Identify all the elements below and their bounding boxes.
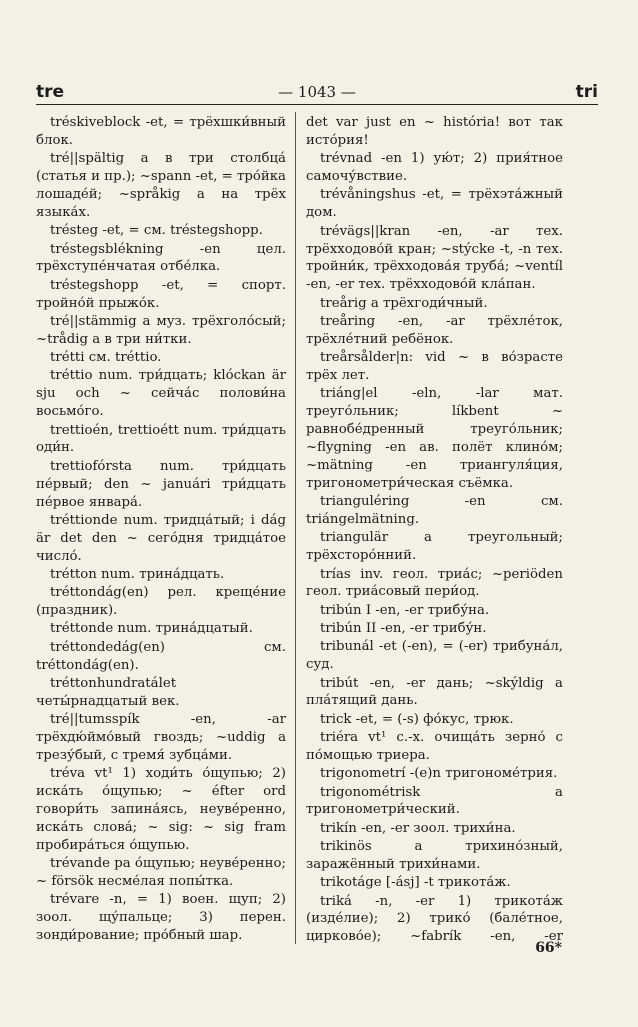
- dictionary-entry: trévnad -en 1) ую́т; 2) прия́тное самочу́вствие.: [306, 151, 563, 185]
- dictionary-entry: tré||spältig a в три столбца́ (статья и пр.); ~spann -et, = тро́йка лошаде́й; ~språkig a на трёх языка́х.: [36, 151, 286, 220]
- dictionary-entry: trianguléring -en см. triángelmätning.: [306, 494, 563, 528]
- dictionary-entry: treårsålder|n: vid ~ в во́зрасте трёх лет.: [306, 350, 563, 384]
- column-divider: [295, 112, 296, 944]
- running-headword-left: tre: [36, 82, 65, 102]
- page-number: — 1043 —: [278, 83, 356, 101]
- dictionary-entry: trick -et, = (-s) фо́кус, трюк.: [320, 711, 514, 727]
- dictionary-entry: trévåningshus -et, = трёхэта́жный дом.: [306, 187, 563, 221]
- dictionary-entry: treårig a трёхгоди́чный.: [320, 295, 488, 311]
- dictionary-entry: tréttondedág(en) см. tréttondág(en).: [36, 639, 286, 673]
- dictionary-entry: tréttonde num. трина́дцатый.: [50, 621, 253, 637]
- signature-mark: 66*: [535, 940, 562, 956]
- dictionary-entry: trikinös a трихино́зный, заражённый трихи́нами.: [306, 839, 563, 872]
- dictionary-entry: trévare -n, = 1) воен. щуп; 2) зоол. щу́пальце; 3) перен. зонди́рование; про́бный шар.: [36, 892, 286, 944]
- dictionary-entry: trévägs||kran -en, -ar тех. трёхходово́й кран; ~stýcke -t, -n тех. тройни́к, трёхходова́я труба́; ~ventíl -en, -er тех. трёхходово́й кла́пан.: [306, 223, 563, 293]
- dictionary-entry: tribút -en, -er дань; ~skýldig a пла́тящий дань.: [306, 675, 563, 709]
- dictionary-entry: tréttionde num. тридца́тый; i dág är det den ~ сего́дня тридца́тое число́.: [36, 512, 286, 564]
- dictionary-entry: triangulär a треугольный; трёхсторо́нний.: [306, 530, 563, 564]
- dictionary-entry: trévande pa о́щупью; неуве́ренно; ~ försök несме́лая попы́тка.: [36, 856, 286, 890]
- dictionary-entry: trikotáge [-ásj] -t трикота́ж.: [320, 875, 511, 891]
- dictionary-entry: tribún I -en, -er трибу́на.: [320, 602, 490, 618]
- dictionary-entry: tréttonhundratálet четы́рнадцатый век.: [36, 675, 180, 709]
- page-header: [36, 80, 598, 105]
- dictionary-entry: trettioén, trettioétt num. три́дцать оди́н.: [36, 422, 286, 456]
- dictionary-entry: tré||tumsspík -en, -ar трёхдю́ймо́вый гвоздь; ~uddig a трезу́бый, с тремя́ зубца́ми.: [36, 712, 286, 763]
- dictionary-entry: tribún II -en, -er трибу́н.: [320, 621, 487, 637]
- running-headword-right: tri: [575, 82, 598, 102]
- dictionary-entry: trikín -en, -er зоол. трихи́на.: [320, 820, 516, 836]
- left-column: [36, 114, 286, 944]
- dictionary-entry: trettiofórsta num. три́дцать пе́рвый; den ~ januári три́дцать пе́рвое январа́.: [36, 458, 286, 510]
- dictionary-entry: trías inv. геол. триа́с; ~periöden геол. триа́совый пери́од.: [306, 566, 563, 600]
- right-column: [306, 114, 563, 944]
- dictionary-entry: trétton num. трина́дцать.: [50, 566, 225, 582]
- dictionary-entry: trigonometrí -(e)n тригономе́трия.: [320, 766, 558, 782]
- dictionary-entry: tré||stämmig a муз. трёхголо́сый; ~trådig a в три ни́тки.: [36, 313, 286, 347]
- dictionary-entry: triéra vt¹ с.-х. очища́ть зерно́ с по́мощью триера.: [306, 730, 563, 763]
- dictionary-entry: tréskiveblock -et, = трёхшки́вный блок.: [36, 115, 286, 148]
- dictionary-entry: trésteg -et, = см. tréstegshopp.: [50, 223, 263, 239]
- dictionary-entry: tréttondág(en) рел. креще́ние (праздник).: [36, 585, 286, 619]
- dictionary-entry: triáng|el -eln, -lar мат. треуго́льник; líkbent ~ равнобе́дренный треуго́льник; ~flygning -en ав. полёт клино́м; ~mätning -en триангуля́ция, тригонометри́ческая съёмка.: [306, 386, 563, 491]
- dictionary-entry: treåring -en, -ar трёхле́ток, трёхле́тний ребёнок.: [306, 313, 563, 347]
- dictionary-entry: tréstegshopp -et, = спорт. тройно́й прыжо́к.: [36, 277, 286, 311]
- dictionary-entry: tréva vt¹ 1) ходи́ть о́щупью; 2) иска́ть о́щупью; ~ éfter ord говори́ть запина́ясь, неуве́ренно, иска́ть слова́; ~ sig: ~ sig fram пробира́ться о́щупью.: [36, 766, 286, 853]
- dictionary-entry: tréstegsblékning -en цел. трёхступе́нчатая отбе́лка.: [36, 241, 286, 275]
- dictionary-entry: tribunál -et (-en), = (-er) трибуна́л, суд.: [306, 639, 563, 673]
- dictionary-entry: trigonométrisk a тригонометри́ческий.: [306, 784, 563, 818]
- dictionary-entry: trétti см. tréttio.: [50, 350, 162, 366]
- dictionary-entry: det var just en ~ história! вот так исто́рия!: [306, 115, 563, 148]
- dictionary-entry: tréttio num. три́дцать; klóckan är sju och ~ сейча́с полови́на восьмо́го.: [36, 368, 286, 420]
- dictionary-entry: triká -n, -er 1) трикота́ж (изде́лие); 2) трико́ (бале́тное, цирково́е); ~fabrík -en, -er: [306, 893, 563, 944]
